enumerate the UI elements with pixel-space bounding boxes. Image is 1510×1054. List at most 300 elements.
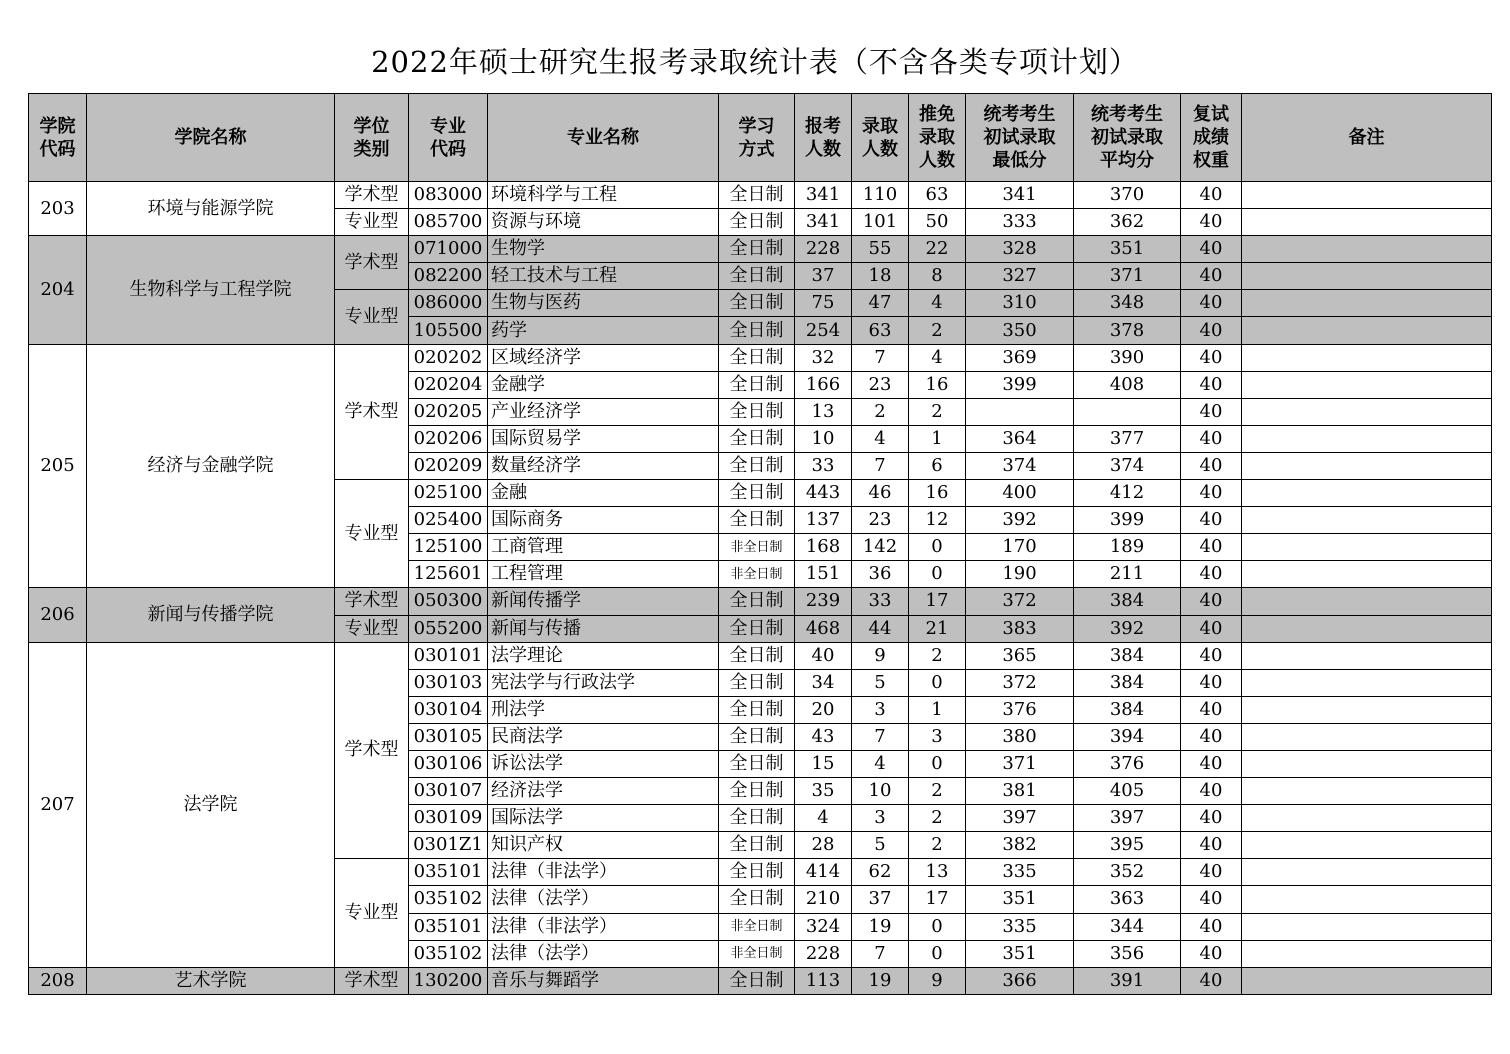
college-code: 207 xyxy=(29,642,87,967)
admitted-count: 3 xyxy=(852,805,909,832)
applied-count: 341 xyxy=(795,182,852,209)
avg-score: 356 xyxy=(1074,940,1181,967)
admitted-count: 37 xyxy=(852,886,909,913)
remarks-cell xyxy=(1242,452,1492,479)
major-code: 0301Z1 xyxy=(409,832,488,859)
admitted-count: 7 xyxy=(852,940,909,967)
avg-score: 189 xyxy=(1074,534,1181,561)
applied-count: 210 xyxy=(795,886,852,913)
header-min-score: 统考考生 初试录取 最低分 xyxy=(966,94,1074,182)
min-score: 350 xyxy=(966,317,1074,344)
admitted-count: 44 xyxy=(852,615,909,642)
retest-weight: 40 xyxy=(1181,859,1242,886)
avg-score: 384 xyxy=(1074,696,1181,723)
remarks-cell xyxy=(1242,642,1492,669)
exempt-count: 0 xyxy=(909,913,966,940)
applied-count: 40 xyxy=(795,642,852,669)
degree-type: 专业型 xyxy=(335,615,409,642)
admission-stats-table xyxy=(28,93,1492,995)
remarks-cell xyxy=(1242,859,1492,886)
major-name: 音乐与舞蹈学 xyxy=(488,967,719,994)
degree-type: 学术型 xyxy=(335,236,409,290)
applied-count: 239 xyxy=(795,588,852,615)
table-row xyxy=(29,344,1492,371)
remarks-cell xyxy=(1242,182,1492,209)
study-mode: 全日制 xyxy=(719,371,795,398)
remarks-cell xyxy=(1242,940,1492,967)
avg-score: 405 xyxy=(1074,778,1181,805)
avg-score: 348 xyxy=(1074,290,1181,317)
page-title: 2022年硕士研究生报考录取统计表（不含各类专项计划） xyxy=(371,45,1139,79)
retest-weight: 40 xyxy=(1181,290,1242,317)
major-name: 法学理论 xyxy=(488,642,719,669)
major-code: 020205 xyxy=(409,398,488,425)
study-mode: 全日制 xyxy=(719,832,795,859)
avg-score: 351 xyxy=(1074,236,1181,263)
remarks-cell xyxy=(1242,425,1492,452)
retest-weight: 40 xyxy=(1181,534,1242,561)
major-code: 025400 xyxy=(409,507,488,534)
study-mode: 全日制 xyxy=(719,452,795,479)
major-name: 区域经济学 xyxy=(488,344,719,371)
exempt-count: 63 xyxy=(909,182,966,209)
remarks-cell xyxy=(1242,507,1492,534)
remarks-cell xyxy=(1242,669,1492,696)
min-score: 371 xyxy=(966,750,1074,777)
avg-score: 377 xyxy=(1074,425,1181,452)
header-exempt: 推免 录取 人数 xyxy=(909,94,966,182)
retest-weight: 40 xyxy=(1181,913,1242,940)
study-mode: 非全日制 xyxy=(719,940,795,967)
major-name: 民商法学 xyxy=(488,723,719,750)
header-major-name: 专业名称 xyxy=(488,94,719,182)
min-score: 374 xyxy=(966,452,1074,479)
remarks-cell xyxy=(1242,778,1492,805)
major-code: 020206 xyxy=(409,425,488,452)
study-mode: 全日制 xyxy=(719,615,795,642)
applied-count: 15 xyxy=(795,750,852,777)
college-code: 205 xyxy=(29,344,87,588)
admitted-count: 110 xyxy=(852,182,909,209)
major-code: 030105 xyxy=(409,723,488,750)
remarks-cell xyxy=(1242,913,1492,940)
table-row xyxy=(29,182,1492,209)
remarks-cell xyxy=(1242,534,1492,561)
major-code: 071000 xyxy=(409,236,488,263)
min-score: 170 xyxy=(966,534,1074,561)
remarks-cell xyxy=(1242,832,1492,859)
study-mode: 全日制 xyxy=(719,642,795,669)
degree-type: 专业型 xyxy=(335,290,409,344)
exempt-count: 2 xyxy=(909,805,966,832)
admitted-count: 18 xyxy=(852,263,909,290)
applied-count: 151 xyxy=(795,561,852,588)
exempt-count: 0 xyxy=(909,750,966,777)
avg-score: 384 xyxy=(1074,642,1181,669)
avg-score: 412 xyxy=(1074,480,1181,507)
remarks-cell xyxy=(1242,967,1492,994)
major-name: 工程管理 xyxy=(488,561,719,588)
table-body xyxy=(29,182,1492,995)
retest-weight: 40 xyxy=(1181,398,1242,425)
major-name: 宪法学与行政法学 xyxy=(488,669,719,696)
major-name: 诉讼法学 xyxy=(488,750,719,777)
major-name: 轻工技术与工程 xyxy=(488,263,719,290)
major-name: 金融学 xyxy=(488,371,719,398)
major-code: 105500 xyxy=(409,317,488,344)
study-mode: 全日制 xyxy=(719,290,795,317)
exempt-count: 2 xyxy=(909,832,966,859)
admitted-count: 5 xyxy=(852,832,909,859)
avg-score: 397 xyxy=(1074,805,1181,832)
major-name: 数量经济学 xyxy=(488,452,719,479)
remarks-cell xyxy=(1242,886,1492,913)
applied-count: 228 xyxy=(795,940,852,967)
study-mode: 全日制 xyxy=(719,723,795,750)
retest-weight: 40 xyxy=(1181,967,1242,994)
major-code: 055200 xyxy=(409,615,488,642)
major-name: 环境科学与工程 xyxy=(488,182,719,209)
study-mode: 全日制 xyxy=(719,263,795,290)
major-name: 工商管理 xyxy=(488,534,719,561)
applied-count: 228 xyxy=(795,236,852,263)
header-college-name: 学院名称 xyxy=(87,94,335,182)
applied-count: 37 xyxy=(795,263,852,290)
major-name: 国际贸易学 xyxy=(488,425,719,452)
header-admitted: 录取 人数 xyxy=(852,94,909,182)
admitted-count: 23 xyxy=(852,371,909,398)
applied-count: 34 xyxy=(795,669,852,696)
min-score: 372 xyxy=(966,669,1074,696)
min-score: 190 xyxy=(966,561,1074,588)
exempt-count: 0 xyxy=(909,534,966,561)
major-name: 法律（法学） xyxy=(488,940,719,967)
major-code: 083000 xyxy=(409,182,488,209)
min-score: 392 xyxy=(966,507,1074,534)
min-score: 381 xyxy=(966,778,1074,805)
table-row xyxy=(29,642,1492,669)
exempt-count: 6 xyxy=(909,452,966,479)
college-name: 生物科学与工程学院 xyxy=(87,236,335,344)
exempt-count: 16 xyxy=(909,371,966,398)
major-code: 035102 xyxy=(409,940,488,967)
remarks-cell xyxy=(1242,588,1492,615)
avg-score xyxy=(1074,398,1181,425)
study-mode: 全日制 xyxy=(719,480,795,507)
min-score: 364 xyxy=(966,425,1074,452)
header-retest-weight: 复试 成绩 权重 xyxy=(1181,94,1242,182)
degree-type: 学术型 xyxy=(335,344,409,479)
avg-score: 374 xyxy=(1074,452,1181,479)
avg-score: 384 xyxy=(1074,588,1181,615)
admitted-count: 55 xyxy=(852,236,909,263)
major-name: 国际商务 xyxy=(488,507,719,534)
min-score: 382 xyxy=(966,832,1074,859)
min-score: 376 xyxy=(966,696,1074,723)
major-name: 法律（非法学） xyxy=(488,913,719,940)
min-score: 351 xyxy=(966,940,1074,967)
major-code: 020202 xyxy=(409,344,488,371)
degree-type: 专业型 xyxy=(335,859,409,967)
admitted-count: 142 xyxy=(852,534,909,561)
study-mode: 全日制 xyxy=(719,317,795,344)
remarks-cell xyxy=(1242,263,1492,290)
remarks-cell xyxy=(1242,398,1492,425)
major-name: 经济法学 xyxy=(488,778,719,805)
study-mode: 全日制 xyxy=(719,778,795,805)
major-name: 法律（非法学） xyxy=(488,859,719,886)
college-code: 203 xyxy=(29,182,87,236)
college-name: 新闻与传播学院 xyxy=(87,588,335,642)
min-score: 328 xyxy=(966,236,1074,263)
major-code: 025100 xyxy=(409,480,488,507)
remarks-cell xyxy=(1242,750,1492,777)
min-score: 327 xyxy=(966,263,1074,290)
retest-weight: 40 xyxy=(1181,263,1242,290)
study-mode: 全日制 xyxy=(719,669,795,696)
avg-score: 399 xyxy=(1074,507,1181,534)
admitted-count: 2 xyxy=(852,398,909,425)
retest-weight: 40 xyxy=(1181,832,1242,859)
remarks-cell xyxy=(1242,344,1492,371)
avg-score: 378 xyxy=(1074,317,1181,344)
college-name: 经济与金融学院 xyxy=(87,344,335,588)
degree-type: 专业型 xyxy=(335,209,409,236)
exempt-count: 17 xyxy=(909,588,966,615)
retest-weight: 40 xyxy=(1181,452,1242,479)
applied-count: 4 xyxy=(795,805,852,832)
exempt-count: 21 xyxy=(909,615,966,642)
college-name: 法学院 xyxy=(87,642,335,967)
applied-count: 414 xyxy=(795,859,852,886)
retest-weight: 40 xyxy=(1181,371,1242,398)
major-code: 086000 xyxy=(409,290,488,317)
major-code: 035101 xyxy=(409,913,488,940)
study-mode: 全日制 xyxy=(719,209,795,236)
applied-count: 13 xyxy=(795,398,852,425)
min-score: 397 xyxy=(966,805,1074,832)
header-degree-type: 学位 类别 xyxy=(335,94,409,182)
min-score: 351 xyxy=(966,886,1074,913)
remarks-cell xyxy=(1242,805,1492,832)
admitted-count: 63 xyxy=(852,317,909,344)
applied-count: 28 xyxy=(795,832,852,859)
study-mode: 全日制 xyxy=(719,967,795,994)
applied-count: 324 xyxy=(795,913,852,940)
major-name: 新闻传播学 xyxy=(488,588,719,615)
study-mode: 全日制 xyxy=(719,344,795,371)
major-name: 产业经济学 xyxy=(488,398,719,425)
avg-score: 376 xyxy=(1074,750,1181,777)
major-code: 035101 xyxy=(409,859,488,886)
college-code: 204 xyxy=(29,236,87,344)
table-row xyxy=(29,236,1492,263)
remarks-cell xyxy=(1242,561,1492,588)
degree-type: 学术型 xyxy=(335,967,409,994)
avg-score: 362 xyxy=(1074,209,1181,236)
admitted-count: 33 xyxy=(852,588,909,615)
avg-score: 408 xyxy=(1074,371,1181,398)
retest-weight: 40 xyxy=(1181,805,1242,832)
applied-count: 254 xyxy=(795,317,852,344)
retest-weight: 40 xyxy=(1181,507,1242,534)
applied-count: 10 xyxy=(795,425,852,452)
admitted-count: 4 xyxy=(852,425,909,452)
major-code: 030107 xyxy=(409,778,488,805)
retest-weight: 40 xyxy=(1181,317,1242,344)
major-code: 130200 xyxy=(409,967,488,994)
major-name: 刑法学 xyxy=(488,696,719,723)
exempt-count: 0 xyxy=(909,940,966,967)
major-name: 资源与环境 xyxy=(488,209,719,236)
exempt-count: 0 xyxy=(909,561,966,588)
applied-count: 468 xyxy=(795,615,852,642)
applied-count: 35 xyxy=(795,778,852,805)
admitted-count: 7 xyxy=(852,452,909,479)
retest-weight: 40 xyxy=(1181,778,1242,805)
exempt-count: 4 xyxy=(909,290,966,317)
applied-count: 43 xyxy=(795,723,852,750)
min-score: 366 xyxy=(966,967,1074,994)
exempt-count: 1 xyxy=(909,425,966,452)
retest-weight: 40 xyxy=(1181,615,1242,642)
avg-score: 370 xyxy=(1074,182,1181,209)
degree-type: 学术型 xyxy=(335,182,409,209)
major-name: 生物与医药 xyxy=(488,290,719,317)
remarks-cell xyxy=(1242,209,1492,236)
admitted-count: 19 xyxy=(852,967,909,994)
retest-weight: 40 xyxy=(1181,696,1242,723)
study-mode: 全日制 xyxy=(719,696,795,723)
college-name: 艺术学院 xyxy=(87,967,335,994)
exempt-count: 0 xyxy=(909,669,966,696)
admitted-count: 62 xyxy=(852,859,909,886)
remarks-cell xyxy=(1242,696,1492,723)
header-college-code: 学院 代码 xyxy=(29,94,87,182)
remarks-cell xyxy=(1242,290,1492,317)
study-mode: 全日制 xyxy=(719,236,795,263)
retest-weight: 40 xyxy=(1181,886,1242,913)
major-name: 国际法学 xyxy=(488,805,719,832)
applied-count: 443 xyxy=(795,480,852,507)
major-name: 法律（法学） xyxy=(488,886,719,913)
retest-weight: 40 xyxy=(1181,561,1242,588)
applied-count: 20 xyxy=(795,696,852,723)
admitted-count: 101 xyxy=(852,209,909,236)
major-code: 125100 xyxy=(409,534,488,561)
remarks-cell xyxy=(1242,371,1492,398)
min-score: 335 xyxy=(966,859,1074,886)
min-score: 310 xyxy=(966,290,1074,317)
admitted-count: 10 xyxy=(852,778,909,805)
admitted-count: 7 xyxy=(852,723,909,750)
avg-score: 394 xyxy=(1074,723,1181,750)
admitted-count: 9 xyxy=(852,642,909,669)
retest-weight: 40 xyxy=(1181,182,1242,209)
applied-count: 168 xyxy=(795,534,852,561)
exempt-count: 8 xyxy=(909,263,966,290)
remarks-cell xyxy=(1242,723,1492,750)
admitted-count: 23 xyxy=(852,507,909,534)
min-score: 365 xyxy=(966,642,1074,669)
remarks-cell xyxy=(1242,615,1492,642)
study-mode: 非全日制 xyxy=(719,561,795,588)
exempt-count: 2 xyxy=(909,398,966,425)
avg-score: 391 xyxy=(1074,967,1181,994)
header-avg-score: 统考考生 初试录取 平均分 xyxy=(1074,94,1181,182)
study-mode: 全日制 xyxy=(719,507,795,534)
admitted-count: 46 xyxy=(852,480,909,507)
degree-type: 学术型 xyxy=(335,588,409,615)
applied-count: 113 xyxy=(795,967,852,994)
admitted-count: 5 xyxy=(852,669,909,696)
min-score: 380 xyxy=(966,723,1074,750)
study-mode: 全日制 xyxy=(719,182,795,209)
major-code: 030103 xyxy=(409,669,488,696)
remarks-cell xyxy=(1242,317,1492,344)
study-mode: 非全日制 xyxy=(719,534,795,561)
applied-count: 33 xyxy=(795,452,852,479)
college-name: 环境与能源学院 xyxy=(87,182,335,236)
avg-score: 395 xyxy=(1074,832,1181,859)
avg-score: 392 xyxy=(1074,615,1181,642)
exempt-count: 3 xyxy=(909,723,966,750)
applied-count: 166 xyxy=(795,371,852,398)
min-score: 383 xyxy=(966,615,1074,642)
major-code: 030101 xyxy=(409,642,488,669)
applied-count: 32 xyxy=(795,344,852,371)
exempt-count: 13 xyxy=(909,859,966,886)
avg-score: 352 xyxy=(1074,859,1181,886)
major-code: 030106 xyxy=(409,750,488,777)
exempt-count: 12 xyxy=(909,507,966,534)
retest-weight: 40 xyxy=(1181,209,1242,236)
table-row xyxy=(29,588,1492,615)
study-mode: 全日制 xyxy=(719,398,795,425)
min-score: 369 xyxy=(966,344,1074,371)
admitted-count: 3 xyxy=(852,696,909,723)
major-name: 知识产权 xyxy=(488,832,719,859)
exempt-count: 1 xyxy=(909,696,966,723)
major-code: 030109 xyxy=(409,805,488,832)
major-code: 035102 xyxy=(409,886,488,913)
retest-weight: 40 xyxy=(1181,344,1242,371)
degree-type: 专业型 xyxy=(335,480,409,588)
exempt-count: 2 xyxy=(909,317,966,344)
avg-score: 390 xyxy=(1074,344,1181,371)
table-header-row xyxy=(29,94,1492,182)
remarks-cell xyxy=(1242,480,1492,507)
major-code: 030104 xyxy=(409,696,488,723)
avg-score: 344 xyxy=(1074,913,1181,940)
college-code: 206 xyxy=(29,588,87,642)
study-mode: 非全日制 xyxy=(719,913,795,940)
exempt-count: 2 xyxy=(909,778,966,805)
major-code: 085700 xyxy=(409,209,488,236)
retest-weight: 40 xyxy=(1181,940,1242,967)
applied-count: 341 xyxy=(795,209,852,236)
retest-weight: 40 xyxy=(1181,669,1242,696)
admitted-count: 7 xyxy=(852,344,909,371)
major-name: 药学 xyxy=(488,317,719,344)
applied-count: 75 xyxy=(795,290,852,317)
min-score: 399 xyxy=(966,371,1074,398)
exempt-count: 17 xyxy=(909,886,966,913)
study-mode: 全日制 xyxy=(719,750,795,777)
exempt-count: 2 xyxy=(909,642,966,669)
college-code: 208 xyxy=(29,967,87,994)
major-code: 050300 xyxy=(409,588,488,615)
